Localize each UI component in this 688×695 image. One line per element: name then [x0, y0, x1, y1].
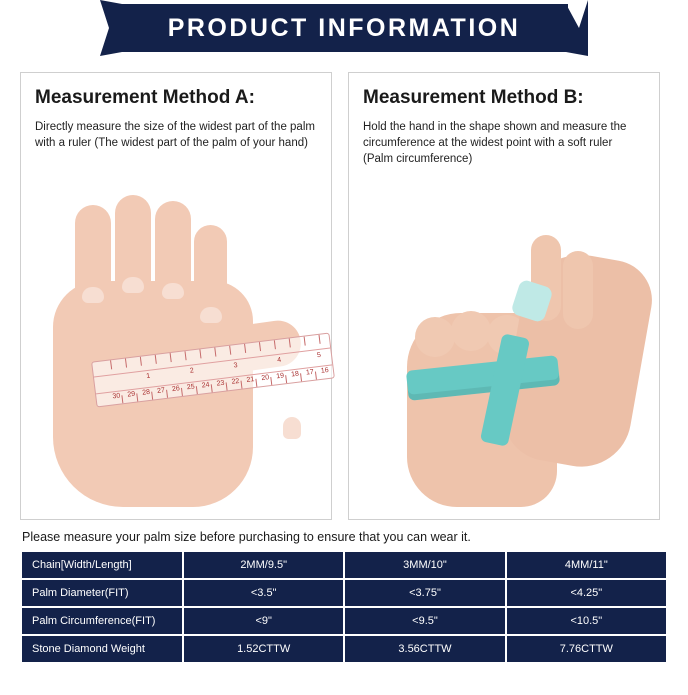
- cell-chain-2: 3MM/10": [345, 552, 504, 578]
- cell-chain-3: 4MM/11": [507, 552, 666, 578]
- banner-right-tail: [566, 0, 588, 56]
- finger-pinky: [194, 225, 227, 343]
- ruler-mark-bottom-2: 29: [126, 390, 136, 399]
- table-row: [22, 608, 666, 634]
- nail-index: [82, 287, 104, 303]
- ruler-mark-top-1: 1: [145, 372, 151, 381]
- cell-circumference-2: <9.5": [345, 608, 504, 634]
- ruler-mark-bottom-8: 23: [216, 379, 225, 388]
- method-a-panel: [20, 72, 332, 520]
- method-a-description: Directly measure the size of the widest part of the palm with a ruler (The widest part of the palm of your hand): [35, 121, 315, 149]
- ruler-mark-bottom-3: 28: [141, 388, 151, 397]
- cell-diameter-2: <3.75": [345, 580, 504, 606]
- knuckle-1: [415, 317, 455, 357]
- nail-ring: [162, 283, 184, 299]
- table-row: [22, 552, 666, 578]
- cell-circumference-1: <9": [184, 608, 343, 634]
- nail-pinky: [200, 307, 222, 323]
- finger-index: [75, 205, 111, 335]
- cell-circumference-3: <10.5": [507, 608, 666, 634]
- table-row: [22, 580, 666, 606]
- page-title: PRODUCT INFORMATION: [120, 4, 568, 52]
- banner-left-tail: [100, 0, 122, 56]
- ruler-mark-bottom-14: 17: [305, 368, 315, 377]
- method-b-description: Hold the hand in the shape shown and measure the circumference at the widest point with a soft ruler (Palm circumference): [363, 121, 627, 165]
- ruler-mark-bottom-10: 21: [246, 376, 255, 384]
- ruler-line-bottom: [96, 364, 332, 394]
- ruler-mark-top-3: 3: [233, 362, 238, 370]
- ruler-mark-bottom-6: 25: [186, 383, 196, 392]
- ruler-mark-bottom-7: 24: [201, 381, 211, 390]
- cell-weight-3: 7.76CTTW: [507, 636, 666, 662]
- ruler-mark-bottom-11: 20: [260, 374, 270, 383]
- nail-middle: [122, 277, 144, 293]
- ruler-mark-top-2: 2: [189, 367, 195, 375]
- cell-weight-1: 1.52CTTW: [184, 636, 343, 662]
- hand-with-ruler-photo: [35, 195, 330, 507]
- cell-weight-2: 3.56CTTW: [345, 636, 504, 662]
- row-label-palm-circumference: Palm Circumference(FIT): [22, 608, 182, 634]
- ruler-mark-bottom-5: 26: [171, 385, 181, 394]
- row-label-stone-weight: Stone Diamond Weight: [22, 636, 182, 662]
- ruler-mark-bottom-9: 22: [231, 377, 240, 386]
- finger-middle: [115, 195, 151, 337]
- finger-ring: [155, 201, 191, 339]
- nail-thumb: [283, 417, 301, 439]
- method-b-panel: [348, 72, 660, 520]
- ruler-mark-top-5: 5: [316, 351, 322, 360]
- size-spec-table: [20, 550, 668, 664]
- method-a-title: Measurement Method A:: [35, 87, 255, 108]
- second-hand-finger-2: [563, 251, 593, 329]
- ruler-mark-bottom-13: 18: [290, 370, 300, 379]
- measurement-note: Please measure your palm size before purchasing to ensure that you can wear it.: [22, 530, 471, 544]
- cell-diameter-3: <4.25": [507, 580, 666, 606]
- row-label-chain: Chain[Width/Length]: [22, 552, 182, 578]
- knuckle-2: [451, 311, 491, 351]
- ruler-mark-bottom-4: 27: [156, 387, 166, 395]
- row-label-palm-diameter: Palm Diameter(FIT): [22, 580, 182, 606]
- cell-chain-1: 2MM/9.5": [184, 552, 343, 578]
- table-row: [22, 636, 666, 662]
- measurement-methods: [0, 60, 688, 520]
- hand-with-tape-measure-photo: [363, 195, 645, 507]
- ruler-mark-bottom-15: 16: [320, 366, 330, 375]
- ruler-mark-bottom-12: 19: [275, 372, 285, 381]
- cell-diameter-1: <3.5": [184, 580, 343, 606]
- ruler-mark-bottom-1: 30: [112, 392, 121, 401]
- ruler-mark-top-4: 4: [276, 356, 282, 365]
- method-b-title: Measurement Method B:: [363, 87, 584, 108]
- header-banner: [0, 0, 688, 60]
